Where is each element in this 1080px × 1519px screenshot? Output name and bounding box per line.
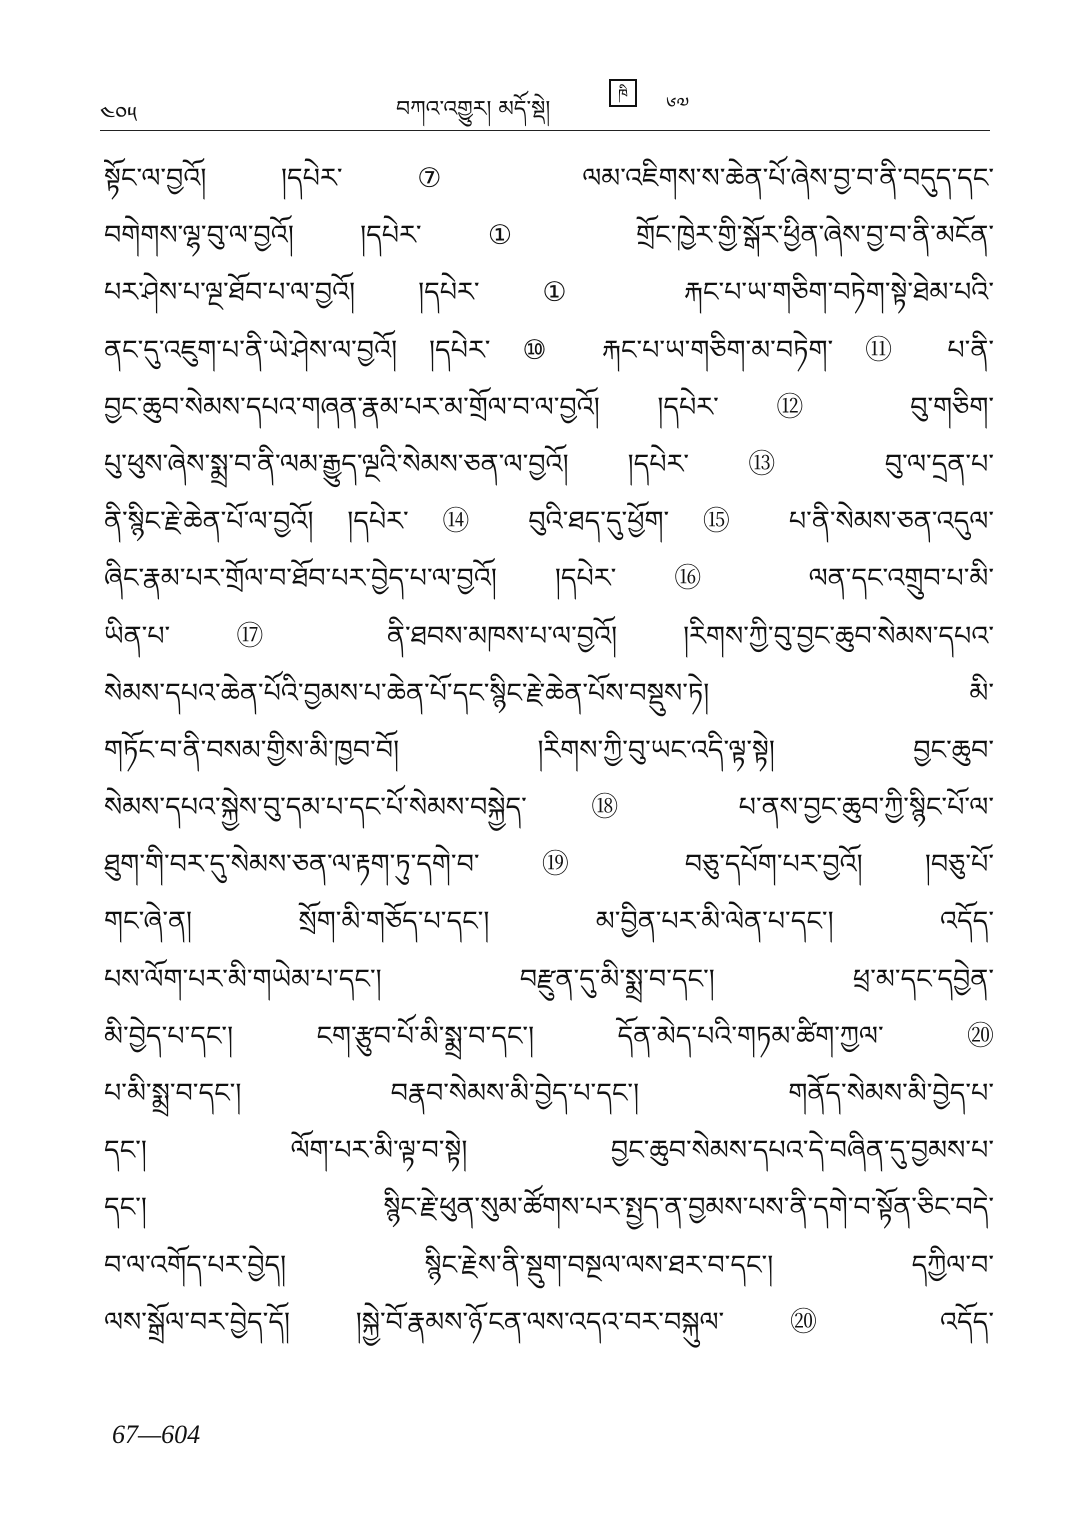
text-line: སྟོང་ལ་བྱའོ། །དཔེར་ ⑦ ལམ་འཇིགས་ས་ཆེན་པོ་ཞེས་བྱ་བ་ནི་བདུད་དང་ <box>104 163 994 194</box>
volume-marker-text: ཁི <box>618 87 628 103</box>
text-line: བ་ལ་འགོད་པར་བྱེད། སྙིང་རྗེས་ནི་སྡུག་བསྔལ་ལས་ཐར་བ་དང་། དཀྱིལ་བ་ <box>104 1249 994 1281</box>
text-line: ཞིང་རྣམ་པར་གྲོལ་བ་ཐོབ་པར་བྱེད་པ་ལ་བྱའོ། །དཔེར་ ⑯ ལན་དང་འགྲུབ་པ་མི་ <box>104 563 994 595</box>
text-line: ཐུག་གི་བར་དུ་སེམས་ཅན་ལ་རྟག་ཏུ་དགེ་བ་ ⑲ བཅུ་དཔོག་པར་བྱའོ། །བཅུ་པོ་ <box>104 849 994 881</box>
main-text <box>104 150 994 1351</box>
text-line: དང་། སྙིང་རྗེ་ཕུན་སུམ་ཚོགས་པར་སྤྱད་ན་བྱམས་པས་ནི་དགེ་བ་སྟོན་ཅིང་བདེ་ <box>104 1192 994 1224</box>
text-line: སེམས་དཔའ་ཆེན་པོའི་བྱམས་པ་ཆེན་པོ་དང་སྙིང་རྗེ་ཆེན་པོས་བསྡུས་ཏེ། མི་ <box>104 677 994 709</box>
text-line: མི་བྱེད་པ་དང་། ངག་རྩུབ་པོ་མི་སྨྲ་བ་དང་། དོན་མེད་པའི་གཏམ་ཚིག་ཀྱལ་ ⑳ <box>104 1020 994 1052</box>
text-line: པར་ཤེས་པ་ལྔ་ཐོབ་པ་ལ་བྱའོ། །དཔེར་ ① རྐང་པ་ཡ་གཅིག་བཏེག་སྟེ་ཐེམ་པའི་ <box>104 277 994 309</box>
text-line: པ་མི་སྨྲ་བ་དང་། བརྣབ་སེམས་མི་བྱེད་པ་དང་། གནོད་སེམས་མི་བྱེད་པ་ <box>104 1078 994 1109</box>
page-header <box>100 78 990 128</box>
running-title: བཀའ་འགྱུར། མདོ་སྡེ། <box>396 97 551 122</box>
text-line: དང་། ལོག་པར་མི་ལྟ་བ་སྟེ། བྱང་ཆུབ་སེམས་དཔའ་དེ་བཞིན་དུ་བྱམས་པ་ <box>104 1135 994 1167</box>
volume-marker-icon <box>608 78 638 108</box>
tibetan-folio-number: ༦༧ <box>666 92 690 116</box>
page-reference: 67—604 <box>112 1420 201 1449</box>
tibetan-page-number: ༤༠༥ <box>100 103 138 128</box>
text-line: གཏོང་བ་ནི་བསམ་གྱིས་མི་ཁྱབ་བོ། །རིགས་ཀྱི་བུ་ཡང་འདི་ལྟ་སྟེ། བྱང་ཆུབ་ <box>104 734 994 766</box>
text-line: ལས་སྒྲོལ་བར་བྱེད་དོ། །སྐྱེ་བོ་རྣམས་ཉོ་ངན་ལས་འདའ་བར་བསྐུལ་ ⑳ འདོད་ <box>104 1306 994 1338</box>
text-line: ནི་སྙིང་རྗེ་ཆེན་པོ་ལ་བྱའོ། །དཔེར་ ⑭ བུའི་ཐད་དུ་ཕྱོག་ ⑮ པ་ནི་སེམས་ཅན་འདུལ་ <box>104 506 994 538</box>
text-line: ཡིན་པ་ ⑰ ནི་ཐབས་མཁས་པ་ལ་བྱའོ། །རིགས་ཀྱི་བུ་བྱང་ཆུབ་སེམས་དཔའ་ <box>104 620 994 652</box>
text-line: པུ་ཕུས་ཞེས་སྨྲ་བ་ནི་ལམ་རྒྱུད་ལྔའི་སེམས་ཅན་ལ་བྱའོ། །དཔེར་ ⑬ བུ་ལ་དྲན་པ་ <box>104 448 994 480</box>
text-line: པས་ལོག་པར་མི་གཡེམ་པ་དང་། བརྫུན་དུ་མི་སྨྲ་བ་དང་། ཕྲ་མ་དང་དབྱེན་ <box>104 963 994 995</box>
header-rule <box>100 130 990 131</box>
text-line: བྱང་ཆུབ་སེམས་དཔའ་གཞན་རྣམ་པར་མ་གྲོལ་བ་ལ་བྱའོ། །དཔེར་ ⑫ བུ་གཅིག་ <box>104 391 994 423</box>
text-line: ནང་དུ་འཇུག་པ་ནི་ཡེ་ཤེས་ལ་བྱའོ། །དཔེར་ ⑩ རྐང་པ་ཡ་གཅིག་མ་བཏེག་ ⑪ པ་ནི་ <box>104 334 994 366</box>
text-line: བགེགས་ལྷ་བུ་ལ་བྱའོ། །དཔེར་ ① གྲོང་ཁྱེར་གྱི་སྒོར་ཕྱིན་ཞེས་བྱ་བ་ནི་མངོན་ <box>104 220 994 252</box>
text-line: སེམས་དཔའ་སྐྱེས་བུ་དམ་པ་དང་པོ་སེམས་བསྐྱེད་ ⑱ པ་ནས་བྱང་ཆུབ་ཀྱི་སྙིང་པོ་ལ་ <box>104 792 994 824</box>
text-line: གང་ཞེ་ན། སྲོག་མི་གཅོད་པ་དང་། མ་བྱིན་པར་མི་ལེན་པ་དང་། འདོད་ <box>104 906 994 938</box>
